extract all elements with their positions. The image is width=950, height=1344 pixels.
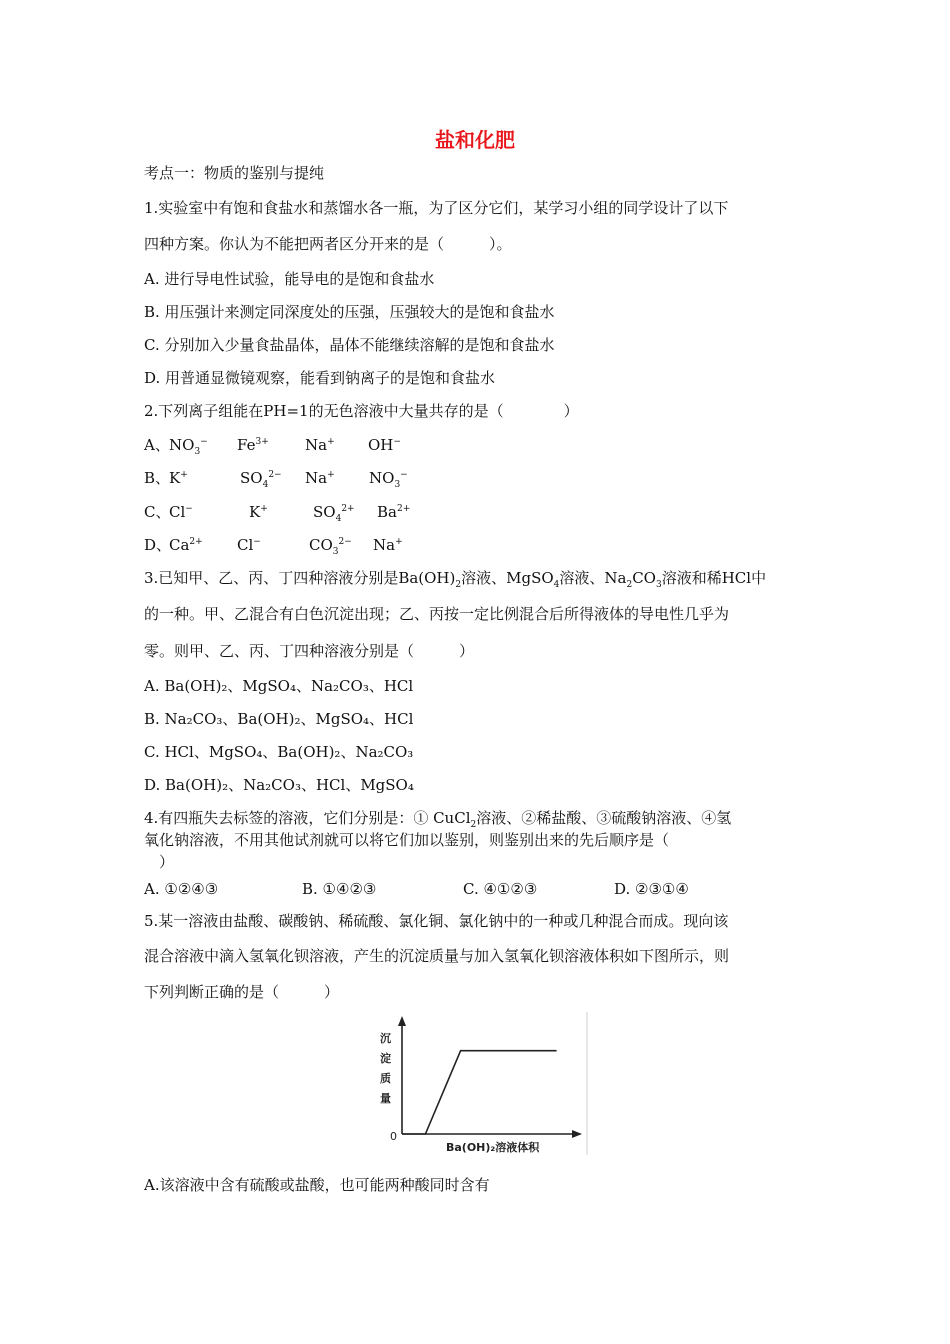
q5-stem-line3: 下列判断正确的是（ ） — [144, 983, 340, 1001]
ion: $CO_3^{2-}$ — [309, 536, 352, 557]
precipitate-chart — [360, 1010, 590, 1160]
ion: $SO_4^{2-}$ — [240, 469, 282, 490]
q2-option-a — [144, 435, 401, 455]
x-axis-arrow — [572, 1130, 582, 1138]
q4-options — [144, 879, 689, 899]
ion: Cl− — [169, 503, 193, 521]
q1-stem-line2: 四种方案。你认为不能把两者区分开来的是（ ）。 — [144, 235, 512, 253]
q5-stem-line1: 5.某一溶液由盐酸、碳酸钠、稀硫酸、氯化铜、氯化钠中的一种或几种混合而成。现向该 — [144, 912, 729, 930]
q4-option-b: B. ①④②③ — [302, 880, 377, 898]
q1-option-d: D. 用普通显微镜观察，能看到钠离子的是饱和食盐水 — [144, 369, 496, 387]
q3-stem-line3: 零。则甲、乙、丙、丁四种溶液分别是（ ） — [144, 642, 475, 660]
q4-option-d: D. ②③①④ — [614, 880, 689, 898]
q1-option-a: A. 进行导电性试验，能导电的是饱和食盐水 — [144, 270, 435, 288]
q2-option-d — [144, 535, 403, 555]
ylabel-char: 淀 — [380, 1052, 391, 1065]
ion: $Ca^{2+}$ — [169, 536, 203, 554]
q4-stem-line1: 4.有四瓶失去标签的溶液，它们分别是：① CuCl$_2$溶液、②稀盐酸、③硫酸钠溶液、④氢 — [144, 809, 732, 830]
ylabel-char: 质 — [380, 1072, 391, 1085]
x-axis-label: Ba(OH)₂溶液体积 — [446, 1141, 540, 1154]
section-heading: 考点一：物质的鉴别与提纯 — [144, 164, 325, 182]
page-title: 盐和化肥 — [435, 128, 515, 152]
option-label: C、 — [144, 503, 171, 521]
q4-option-a: A. ①②④③ — [144, 880, 219, 898]
series-line — [402, 1051, 557, 1134]
q3-option-d: D. Ba(OH)₂、Na₂CO₃、HCl、MgSO₄ — [144, 776, 414, 794]
q3-stem-line2: 的一种。甲、乙混合有白色沉淀出现；乙、丙按一定比例混合后所得液体的导电性几乎为 — [144, 605, 730, 623]
ion: $NO_3^-$ — [369, 469, 408, 490]
q4-stem-line2: 氧化钠溶液，不用其他试剂就可以将它们加以鉴别，则鉴别出来的先后顺序是（ — [144, 831, 670, 849]
ion: Na+ — [373, 536, 403, 554]
q2-option-b — [144, 468, 408, 488]
q2-option-c — [144, 502, 410, 522]
ion: $NO_3^-$ — [169, 436, 208, 457]
origin-label: 0 — [390, 1130, 397, 1143]
q5-stem-line2: 混合溶液中滴入氢氧化钡溶液，产生的沉淀质量与加入氢氧化钡溶液体积如下图所示，则 — [144, 947, 730, 965]
q4-stem-line3: ） — [144, 853, 175, 871]
y-axis-arrow — [398, 1016, 406, 1026]
ylabel-char: 量 — [380, 1092, 391, 1105]
q1-option-b: B. 用压强计来测定同深度处的压强，压强较大的是饱和食盐水 — [144, 303, 555, 321]
option-label: D、 — [144, 536, 172, 554]
q2-stem: 2.下列离子组能在PH=1的无色溶液中大量共存的是（ ） — [144, 402, 579, 420]
ion: Na+ — [305, 436, 335, 454]
y-axis-label — [380, 1031, 391, 1105]
ion: OH− — [368, 436, 401, 454]
q3-stem-line1: 3.已知甲、乙、丙、丁四种溶液分别是$Ba(OH)_2$溶液、MgSO$_4$溶液、$Na_2CO_3$溶液和稀HCl中 — [144, 569, 767, 590]
ion: Cl− — [237, 536, 261, 554]
ion: K+ — [169, 469, 188, 487]
option-label: A、 — [144, 436, 170, 454]
q1-option-c: C. 分别加入少量食盐晶体，晶体不能继续溶解的是饱和食盐水 — [144, 336, 555, 354]
ion: K+ — [249, 503, 268, 521]
q3-option-c: C. HCl、MgSO₄、Ba(OH)₂、Na₂CO₃ — [144, 743, 414, 761]
q3-option-a: A. Ba(OH)₂、MgSO₄、Na₂CO₃、HCl — [144, 677, 414, 695]
q5-option-a: A.该溶液中含有硫酸或盐酸，也可能两种酸同时含有 — [144, 1176, 490, 1194]
q3-option-b: B. Na₂CO₃、Ba(OH)₂、MgSO₄、HCl — [144, 710, 414, 728]
ion: $Fe^{3+}$ — [237, 436, 269, 454]
option-label: B、 — [144, 469, 171, 487]
ylabel-char: 沉 — [380, 1032, 391, 1045]
q4-option-c: C. ④①②③ — [463, 880, 538, 898]
ion: Na+ — [305, 469, 335, 487]
ion: $SO_4^{2+}$ — [313, 503, 355, 524]
ion: $Ba^{2+}$ — [377, 503, 411, 521]
q1-stem-line1: 1.实验室中有饱和食盐水和蒸馏水各一瓶，为了区分它们，某学习小组的同学设计了以下 — [144, 199, 729, 217]
